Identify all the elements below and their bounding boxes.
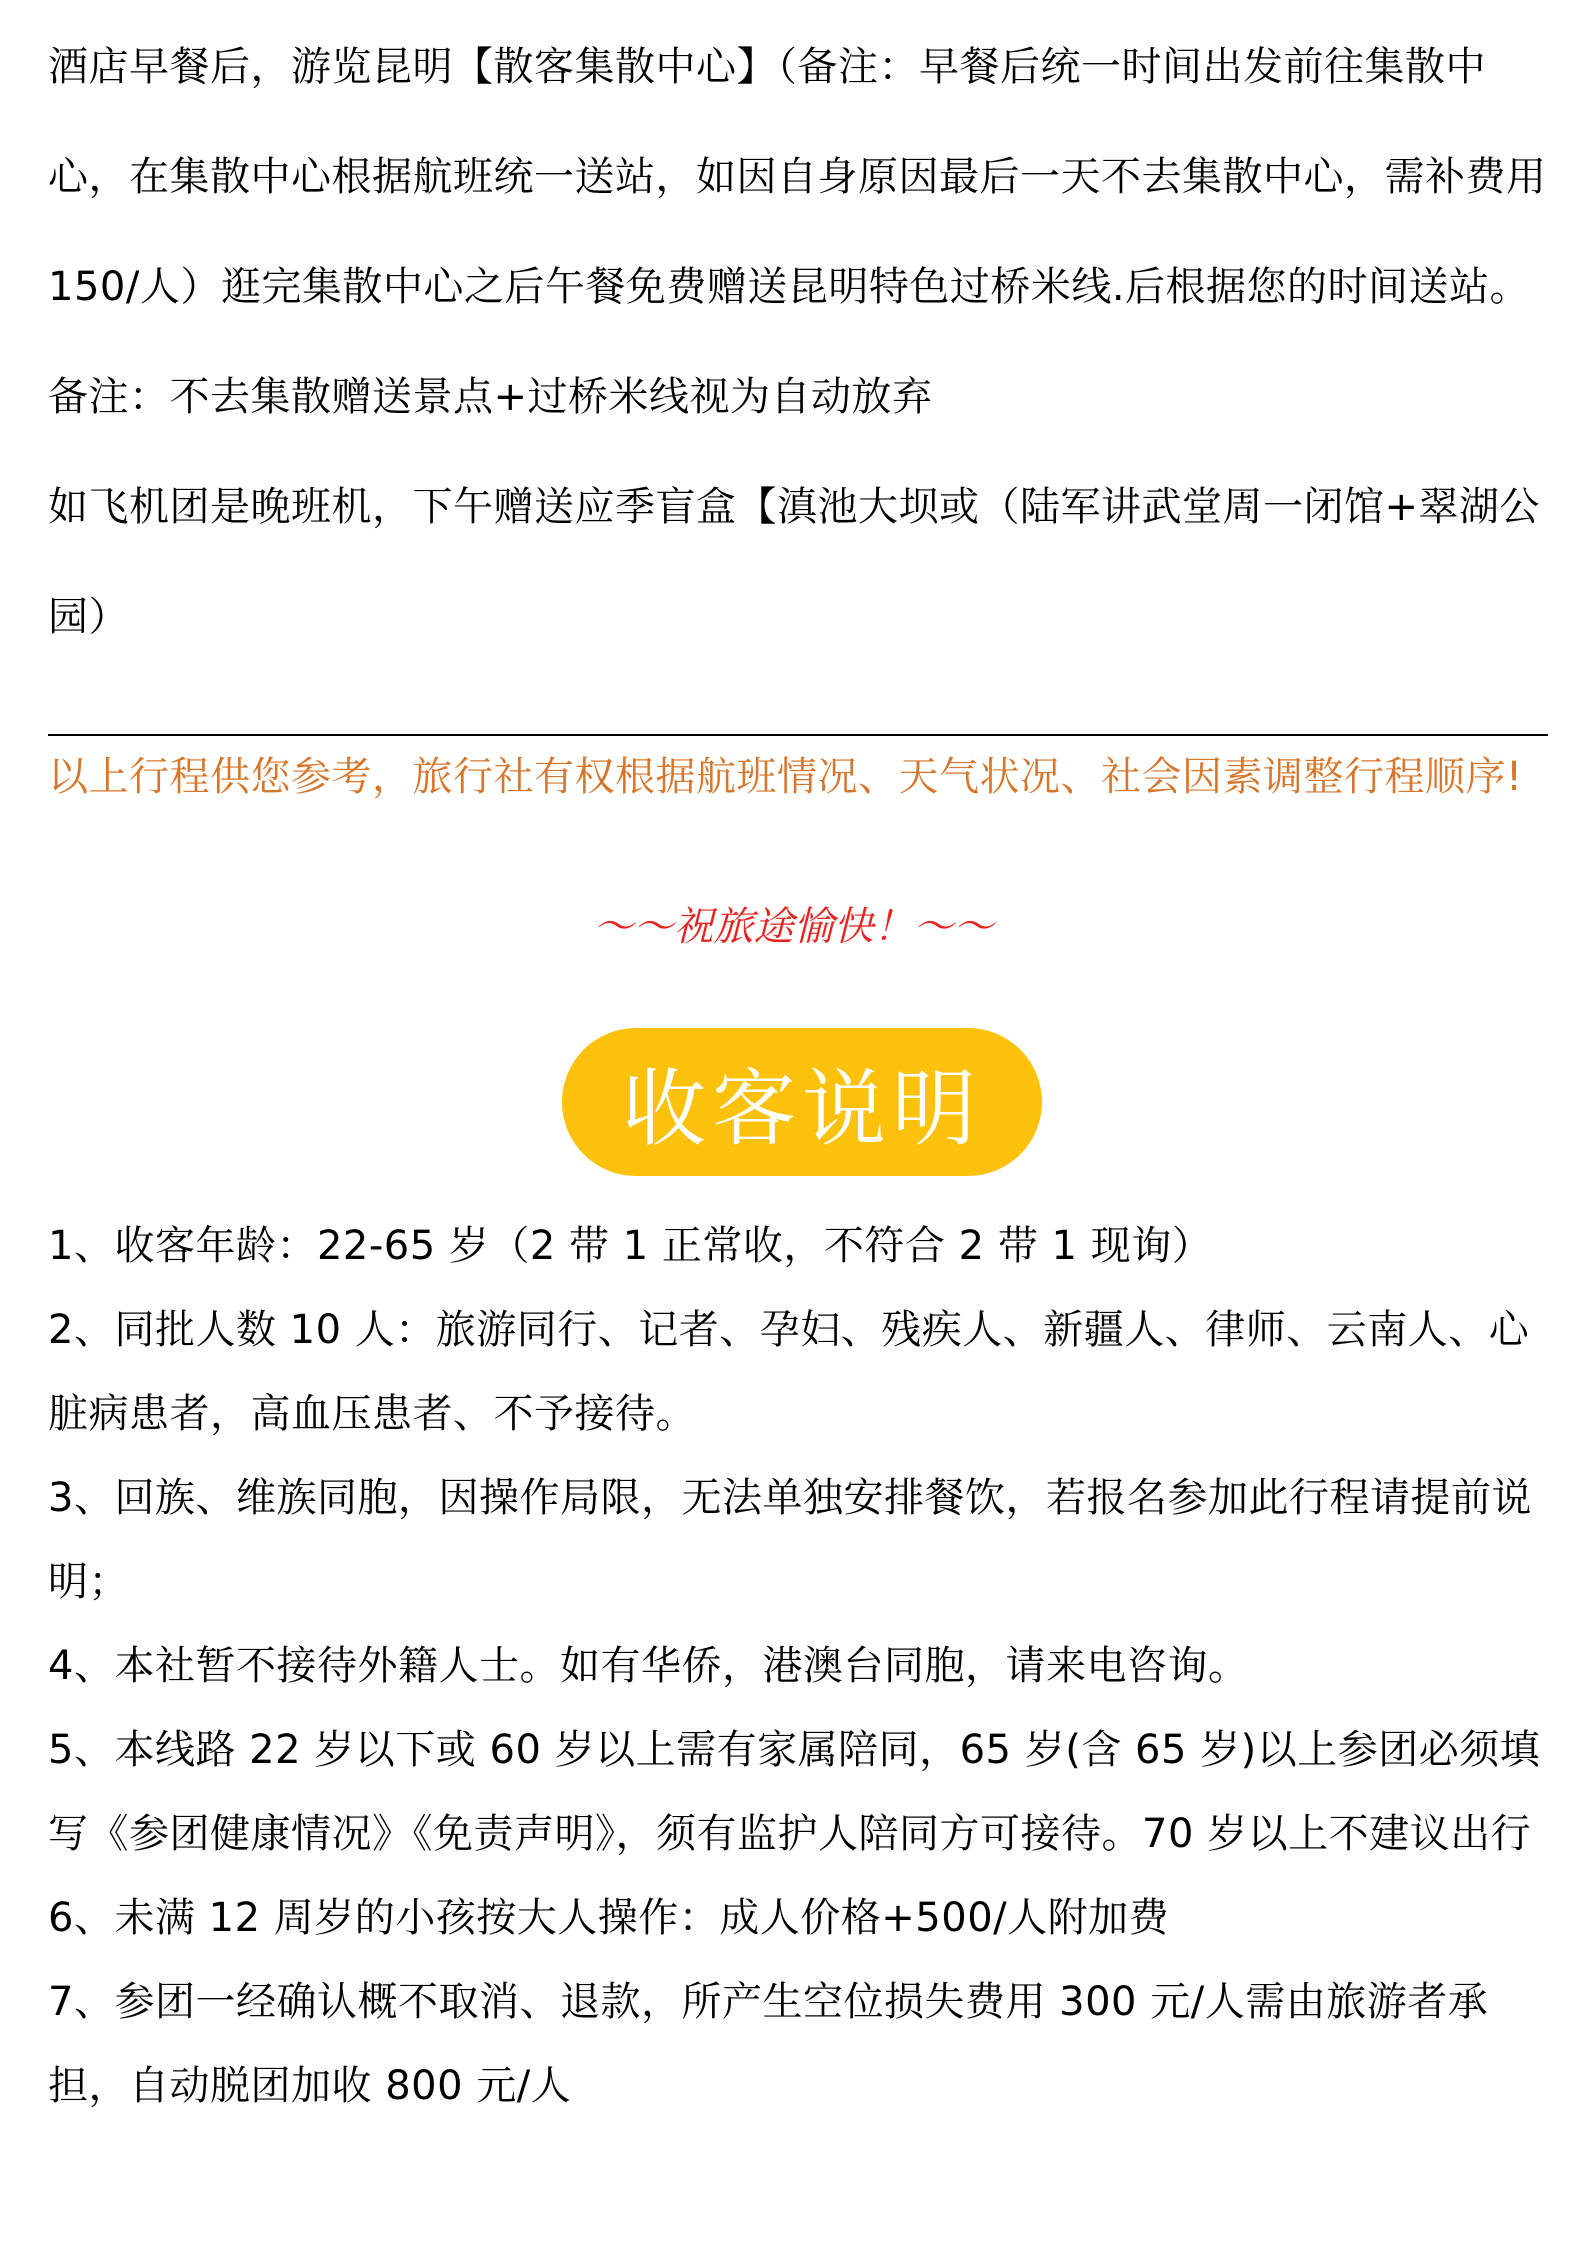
section-title-badge [562,1028,1042,1176]
section-title: 收客说明 [621,1059,982,1158]
booking-rules-list [48,1204,1548,2128]
section-divider [48,734,1548,736]
rule-item: 1、收客年龄：22-65 岁（2 带 1 正常收，不符合 2 带 1 现询） [48,1223,1213,1269]
rule-item: 4、本社暂不接待外籍人士。如有华侨，港澳台同胞，请来电咨询。 [48,1643,1249,1689]
itinerary-section [48,0,1560,672]
rule-item: 6、未满 12 周岁的小孩按大人操作：成人价格+500/人附加费 [48,1895,1170,1941]
rule-item: 5、本线路 22 岁以下或 60 岁以上需有家属陪同，65 岁(含 65 岁)以上参团必须填写《参团健康情况》《免责声明》，须有监护人陪同方可接待。70 岁以上不建议出行 [48,1727,1541,1857]
travel-wish: ～～祝旅途愉快！～～ [593,904,994,950]
itinerary-paragraph-2: 如飞机团是晚班机，下午赠送应季盲盒【滇池大坝或（陆军讲武堂周一闭馆+翠湖公园） [48,484,1541,640]
rule-item: 3、回族、维族同胞，因操作局限，无法单独安排餐饮，若报名参加此行程请提前说明； [48,1475,1532,1605]
rule-item: 2、同批人数 10 人：旅游同行、记者、孕妇、残疾人、新疆人、律师、云南人、心脏病患者，高血压患者、不予接待。 [48,1307,1530,1437]
itinerary-notice: 以上行程供您参考，旅行社有权根据航班情况、天气状况、社会因素调整行程顺序! [48,754,1523,800]
rule-item: 7、参团一经确认概不取消、退款，所产生空位损失费用 300 元/人需由旅游者承担，自动脱团加收 800 元/人 [48,1979,1489,2109]
itinerary-paragraph-1: 酒店早餐后，游览昆明【散客集散中心】（备注：早餐后统一时间出发前往集散中心，在集散中心根据航班统一送站，如因自身原因最后一天不去集散中心，需补费用 150/人）逛完集散中心之后午餐免费赠送昆明特色过桥米线.后根据您的时间送站。备注：不去集散赠送景点+过桥米线视为自动放弃 [48,44,1560,420]
